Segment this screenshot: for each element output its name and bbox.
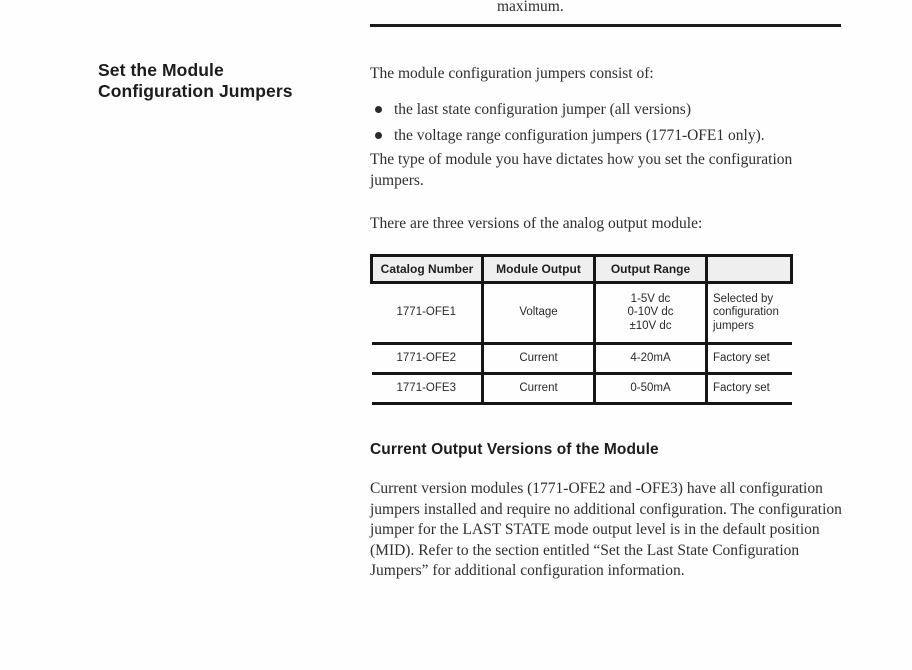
table-row [372, 344, 792, 374]
current-output-section-heading: Current Output Versions of the Module [370, 441, 659, 458]
module-versions-table [370, 254, 793, 405]
col-header-catalog-number: Catalog Number [372, 256, 483, 283]
range-line: 1-5V dc [630, 292, 671, 305]
cell-note: Selected by configuration jumpers [707, 283, 792, 344]
cell-output: Voltage [483, 283, 595, 344]
sidebar-heading-line1: Set the Module [98, 60, 224, 80]
cell-output: Current [483, 374, 595, 404]
cell-range: 4-20mA [595, 344, 707, 374]
col-header-output-range: Output Range [595, 256, 707, 283]
cell-range: 0-50mA [595, 374, 707, 404]
col-header-blank [707, 256, 792, 283]
cell-note: Factory set [707, 374, 792, 404]
versions-paragraph: There are three versions of the analog output module: [370, 215, 703, 232]
cell-catalog: 1771-OFE2 [372, 344, 483, 374]
intro-paragraph: The module configuration jumpers consist of: [370, 65, 654, 82]
section-divider-rule [370, 24, 841, 27]
cell-catalog: 1771-OFE3 [372, 374, 483, 404]
sidebar-section-heading [98, 60, 328, 101]
range-line: ±10V dc [629, 319, 672, 332]
bullet-text: the voltage range configuration jumpers (1771-OFE1 only). [394, 127, 765, 144]
table-row [372, 374, 792, 404]
sidebar-heading-line2: Configuration Jumpers [98, 80, 293, 101]
table-row [372, 283, 792, 344]
module-type-paragraph: The type of module you have dictates how you set the configuration jumpers. [370, 151, 793, 189]
bullet-icon [375, 132, 382, 139]
main-text-column [370, 0, 843, 670]
cell-output: Current [483, 344, 595, 374]
cell-range [595, 283, 707, 344]
previous-paragraph-fragment: maximum. [497, 0, 564, 15]
cell-note: Factory set [707, 344, 792, 374]
range-line: 0-10V dc [627, 306, 674, 319]
bullet-icon [375, 106, 382, 113]
list-item [370, 97, 843, 123]
current-output-paragraph: Current version modules (1771-OFE2 and -OFE3) have all configuration jumpers installed and require no additional configuration. The configuration jumper for the LAST STATE mode output level is in the default position (MID). Refer to the section entitled “Set the Last State Configuration Jumpers” for additional configuration information. [370, 480, 842, 579]
bullet-list [370, 97, 843, 149]
bullet-text: the last state configuration jumper (all versions) [394, 101, 691, 118]
col-header-module-output: Module Output [483, 256, 595, 283]
table-header-row [372, 256, 792, 283]
list-item [370, 123, 843, 149]
cell-catalog: 1771-OFE1 [372, 283, 483, 344]
